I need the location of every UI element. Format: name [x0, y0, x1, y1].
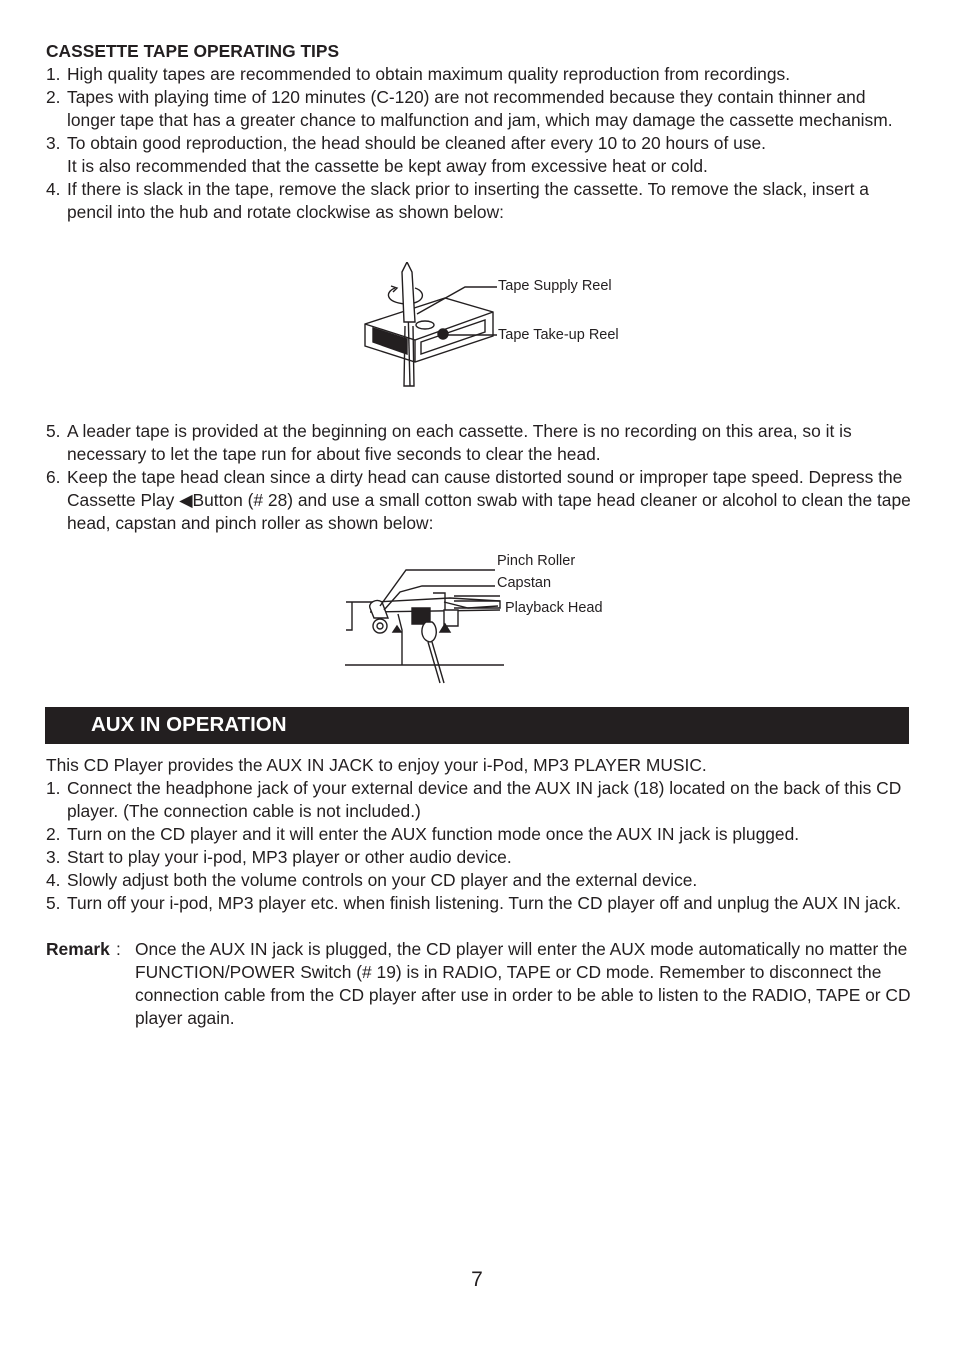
- page-number: 7: [471, 1268, 483, 1291]
- remark-text: Once the AUX IN jack is plugged, the CD player will enter the AUX mode automatically no matter the FUNCTION/POWER Switch (# 19) is in RADIO, TAPE or CD mode. Remember to disconnect the connection cable from the CD player after use in order to be able to listen to the RADIO, TAPE or CD player again.: [135, 939, 911, 1028]
- list-item: 4. If there is slack in the tape, remove the slack prior to inserting the cassette. To remove the slack, insert a pencil into the hub and rotate clockwise as shown below:: [46, 179, 869, 222]
- label-pinch-roller: Pinch Roller: [497, 553, 576, 569]
- section-title-aux: AUX IN OPERATION: [91, 713, 287, 736]
- list-item: 3. Start to play your i-pod, MP3 player or other audio device.: [46, 847, 512, 867]
- list-item: 1. Connect the headphone jack of your external device and the AUX IN jack (18) located on the back of this CD player. (The connection cable is not included.): [46, 778, 902, 821]
- section-header-bar: [45, 707, 909, 744]
- label-playback-head: Playback Head: [505, 600, 603, 616]
- list-item: 2. Tapes with playing time of 120 minutes (C-120) are not recommended because they contain thinner and longer tape that has a greater chance to malfunction and jam, which may damage the cassette mechanism.: [46, 87, 893, 130]
- list-item: 2. Turn on the CD player and it will enter the AUX function mode once the AUX IN jack is plugged.: [46, 824, 800, 844]
- label-capstan: Capstan: [497, 575, 552, 591]
- list-item: 5. A leader tape is provided at the beginning on each cassette. There is no recording on this area, so it is necessary to let the tape run for about five seconds to clear the head.: [46, 421, 852, 464]
- list-item: 5. Turn off your i-pod, MP3 player etc. when finish listening. Turn the CD player off and unplug the AUX IN jack.: [46, 893, 901, 913]
- remark-colon: :: [116, 939, 121, 959]
- list-item: 6. Keep the tape head clean since a dirty head can cause distorted sound or improper tape speed. Depress the Cassette Play ◀Button (# 28) and use a small cotton swab with tape head cleaner or alcohol to clean the tape head, capstan and pinch roller as shown below:: [46, 467, 911, 533]
- list-item: 1. High quality tapes are recommended to obtain maximum quality reproduction from recordings.: [46, 64, 791, 84]
- remark-label: Remark: [46, 939, 110, 959]
- tape-head-illustration: [340, 548, 640, 688]
- cassette-tips-list-b: [46, 420, 916, 535]
- figure-cassette-pencil: [355, 262, 655, 392]
- aux-steps-list: [46, 777, 916, 915]
- play-triangle-icon: ◀: [179, 490, 193, 510]
- list-item: 4. Slowly adjust both the volume controls on your CD player and the external device.: [46, 870, 698, 890]
- cassette-tips-list-a: [46, 63, 916, 224]
- label-tape-takeup-reel: Tape Take-up Reel: [498, 327, 619, 343]
- list-item: 3. To obtain good reproduction, the head should be cleaned after every 10 to 20 hours of use. It is also recommended that the cassette be kept away from excessive heat or cold.: [46, 133, 767, 176]
- section-heading-cassette: CASSETTE TAPE OPERATING TIPS: [46, 41, 340, 61]
- remark-block: [46, 938, 916, 1030]
- figure-tape-head: [340, 548, 640, 688]
- label-tape-supply-reel: Tape Supply Reel: [498, 278, 612, 294]
- aux-intro: This CD Player provides the AUX IN JACK to enjoy your i-Pod, MP3 PLAYER MUSIC.: [46, 755, 707, 775]
